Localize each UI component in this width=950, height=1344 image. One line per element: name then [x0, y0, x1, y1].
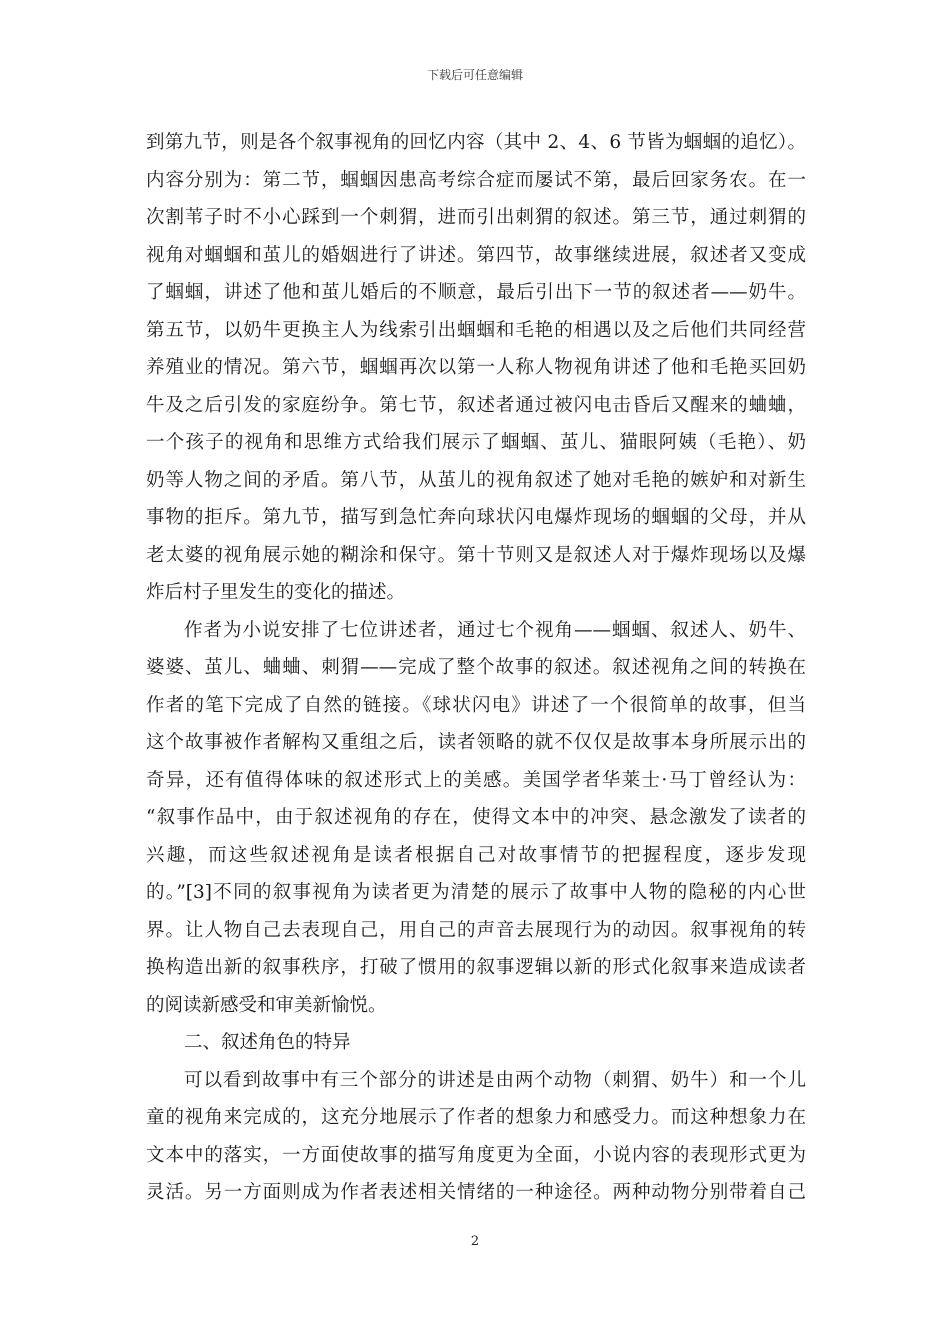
text-line: 这个故事被作者解构又重组之后，读者领略的就不仅仅是故事本身所展示出的 [146, 732, 806, 753]
text-line: 兴趣，而这些叙述视角是读者根据自己对故事情节的把握程度，逐步发现 [146, 844, 806, 866]
text-line: 炸后村子里发生的变化的描述。 [146, 582, 406, 603]
text-line: 第五节，以奶牛更换主人为线索引出蝈蝈和毛艳的相遇以及之后他们共同经营 [146, 319, 806, 341]
paragraph-first-line: 可以看到故事中有三个部分的讲述是由两个动物（刺猬、奶牛）和一个儿 [184, 1069, 806, 1091]
text-line: 了蝈蝈，讲述了他和茧儿婚后的不顺意，最后引出下一节的叙述者——奶牛。 [146, 282, 806, 303]
text-line: 老太婆的视角展示她的糊涂和保守。第十节则又是叙述人对于爆炸现场以及爆 [146, 544, 806, 566]
text-line: 灵活。另一方面则成为作者表述相关情绪的一种途径。两种动物分别带着自己 [146, 1182, 806, 1203]
text-line: 奶等人物之间的矛盾。第八节，从茧儿的视角叙述了她对毛艳的嫉妒和对新生 [146, 469, 806, 491]
text-line: 的。”[3]不同的叙事视角为读者更为清楚的展示了故事中人物的隐秘的内心世 [146, 882, 806, 903]
text-line: 童的视角来完成的，这充分地展示了作者的想象力和感受力。而这种想象力在 [146, 1107, 806, 1128]
text-line: “叙事作品中，由于叙述视角的存在，使得文本中的冲突、悬念激发了读者的 [146, 807, 806, 828]
section-heading: 二、叙述角色的特异 [184, 1032, 351, 1053]
text-line: 作者的笔下完成了自然的链接。《球状闪电》讲述了一个很简单的故事，但当 [146, 694, 806, 716]
text-line: 次割苇子时不小心踩到一个刺猬，进而引出刺猬的叙述。第三节，通过刺猬的 [146, 207, 806, 228]
text-line: 的阅读新感受和审美新愉悦。 [146, 994, 387, 1016]
text-line: 内容分别为：第二节，蝈蝈因患高考综合症而屡试不第，最后回家务农。在一 [146, 169, 806, 191]
text-line: 界。让人物自己去表现自己，用自己的声音去展现行为的动因。叙事视角的转 [146, 919, 806, 941]
text-line: 事物的拒斥。第九节，描写到急忙奔向球状闪电爆炸现场的蝈蝈的父母，并从 [146, 507, 806, 528]
paragraph-first-line: 作者为小说安排了七位讲述者，通过七个视角——蝈蝈、叙述人、奶牛、 [184, 619, 806, 641]
text-line: 一个孩子的视角和思维方式给我们展示了蝈蝈、茧儿、猫眼阿姨（毛艳）、奶 [146, 432, 806, 453]
text-line: 奇异，还有值得体味的叙述形式上的美感。美国学者华莱士·马丁曾经认为： [146, 769, 806, 791]
text-line: 换构造出新的叙事秩序，打破了惯用的叙事逻辑以新的形式化叙事来造成读者 [146, 957, 806, 978]
document-body [146, 124, 806, 1212]
text-line: 到第九节，则是各个叙事视角的回忆内容（其中 2、4、6 节皆为蝈蝈的追忆）。 [146, 132, 806, 153]
text-line: 牛及之后引发的家庭纷争。第七节，叙述者通过被闪电击昏后又醒来的蛐蛐， [146, 394, 806, 416]
text-line: 养殖业的情况。第六节，蝈蝈再次以第一人称人物视角讲述了他和毛艳买回奶 [146, 357, 806, 378]
text-line: 婆婆、茧儿、蛐蛐、刺猬——完成了整个故事的叙述。叙述视角之间的转换在 [146, 657, 806, 678]
page-number: 2 [470, 1234, 480, 1249]
text-line: 视角对蝈蝈和茧儿的婚姻进行了讲述。第四节，故事继续进展，叙述者又变成 [146, 244, 806, 266]
text-line: 文本中的落实，一方面使故事的描写角度更为全面，小说内容的表现形式更为 [146, 1144, 806, 1166]
page-header: 下载后可任意编辑 [426, 68, 523, 82]
